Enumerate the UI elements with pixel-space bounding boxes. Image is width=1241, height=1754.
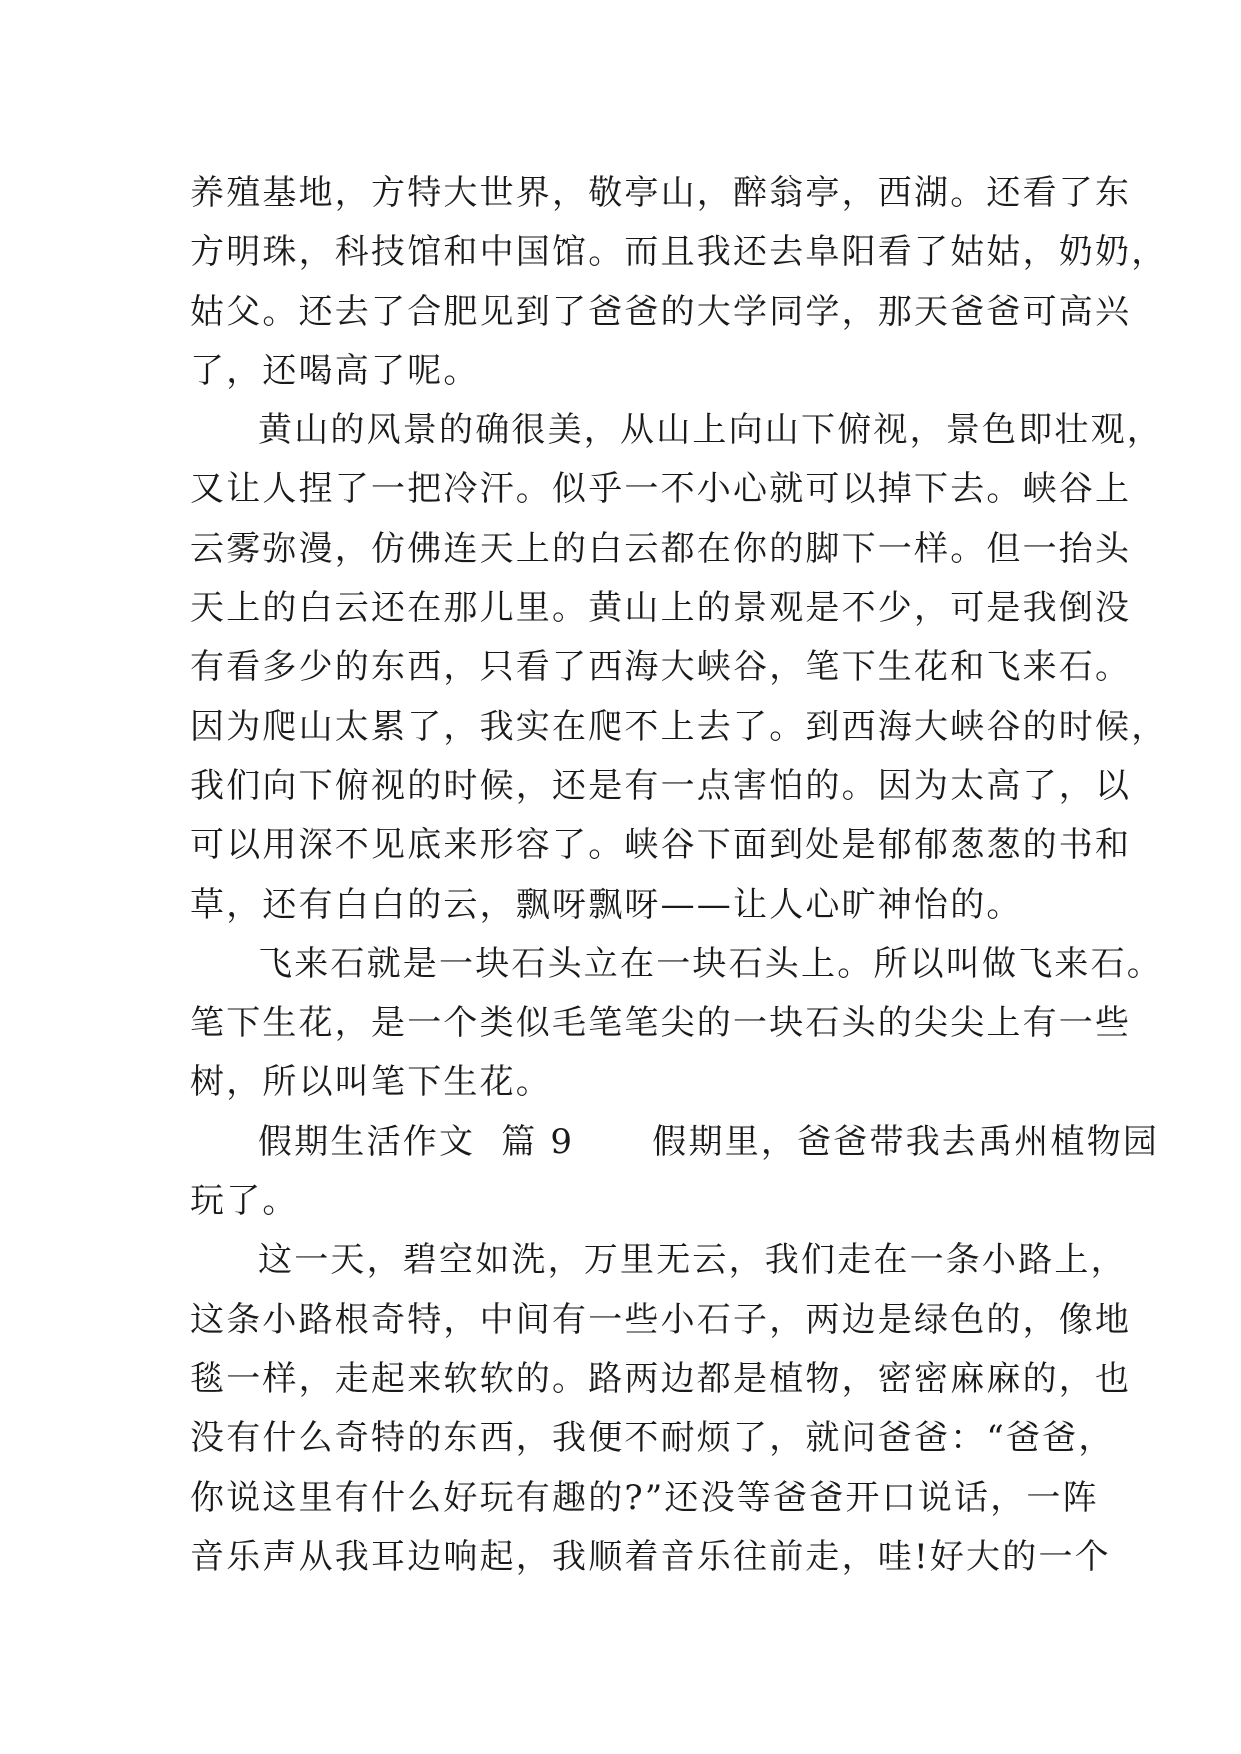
text-line: 这条小路根奇特，中间有一些小石子，两边是绿色的，像地 xyxy=(190,1299,1132,1340)
text-line: 又让人捏了一把冷汗。似乎一不小心就可以掉下去。峡谷上 xyxy=(190,469,1132,510)
paragraph-first-line: 飞来石就是一块石头立在一块石头上。所以叫做飞来石。 xyxy=(258,943,1163,984)
text-line: 姑父。还去了合肥见到了爸爸的大学同学，那天爸爸可高兴 xyxy=(190,291,1132,332)
text-line: 养殖基地，方特大世界，敬亭山，醉翁亭，西湖。还看了东 xyxy=(190,173,1132,213)
text-line: 没有什么奇特的东西，我便不耐烦了，就问爸爸：“爸爸， xyxy=(190,1418,1115,1459)
section-heading-line: 假期生活作文 篇 9 假期里，爸爸带我去禹州植物园 xyxy=(258,1121,1160,1162)
paragraph-first-line: 黄山的风景的确很美，从山上向山下俯视，景色即壮观， xyxy=(258,410,1163,451)
document-body xyxy=(190,164,1168,1587)
text-line: 可以用深不见底来形容了。峡谷下面到处是郁郁葱葱的书和 xyxy=(190,825,1132,866)
text-line: 音乐声从我耳边响起，我顺着音乐往前走，哇!好大的一个 xyxy=(190,1536,1111,1577)
text-line: 云雾弥漫，仿佛连天上的白云都在你的脚下一样。但一抬头 xyxy=(190,528,1132,569)
text-line: 天上的白云还在那儿里。黄山上的景观是不少，可是我倒没 xyxy=(190,588,1132,629)
text-line: 玩了。 xyxy=(190,1181,299,1222)
text-line: 因为爬山太累了，我实在爬不上去了。到西海大峡谷的时候， xyxy=(190,706,1168,747)
text-line: 方明珠，科技馆和中国馆。而且我还去阜阳看了姑姑，奶奶， xyxy=(190,232,1168,273)
text-line: 草，还有白白的云，飘呀飘呀——让人心旷神怡的。 xyxy=(190,884,1023,925)
text-line: 笔下生花，是一个类似毛笔笔尖的一块石头的尖尖上有一些 xyxy=(190,1003,1132,1044)
text-line: 有看多少的东西，只看了西海大峡谷，笔下生花和飞来石。 xyxy=(190,647,1132,688)
text-line: 了，还喝高了呢。 xyxy=(190,350,480,391)
paragraph-first-line: 这一天，碧空如洗，万里无云，我们走在一条小路上， xyxy=(258,1240,1127,1281)
text-line: 树，所以叫笔下生花。 xyxy=(190,1062,552,1103)
text-line: 毯一样，走起来软软的。路两边都是植物，密密麻麻的，也 xyxy=(190,1358,1132,1399)
text-line: 我们向下俯视的时候，还是有一点害怕的。因为太高了，以 xyxy=(190,765,1132,806)
text-line: 你说这里有什么好玩有趣的?”还没等爸爸开口说话，一阵 xyxy=(190,1477,1099,1518)
